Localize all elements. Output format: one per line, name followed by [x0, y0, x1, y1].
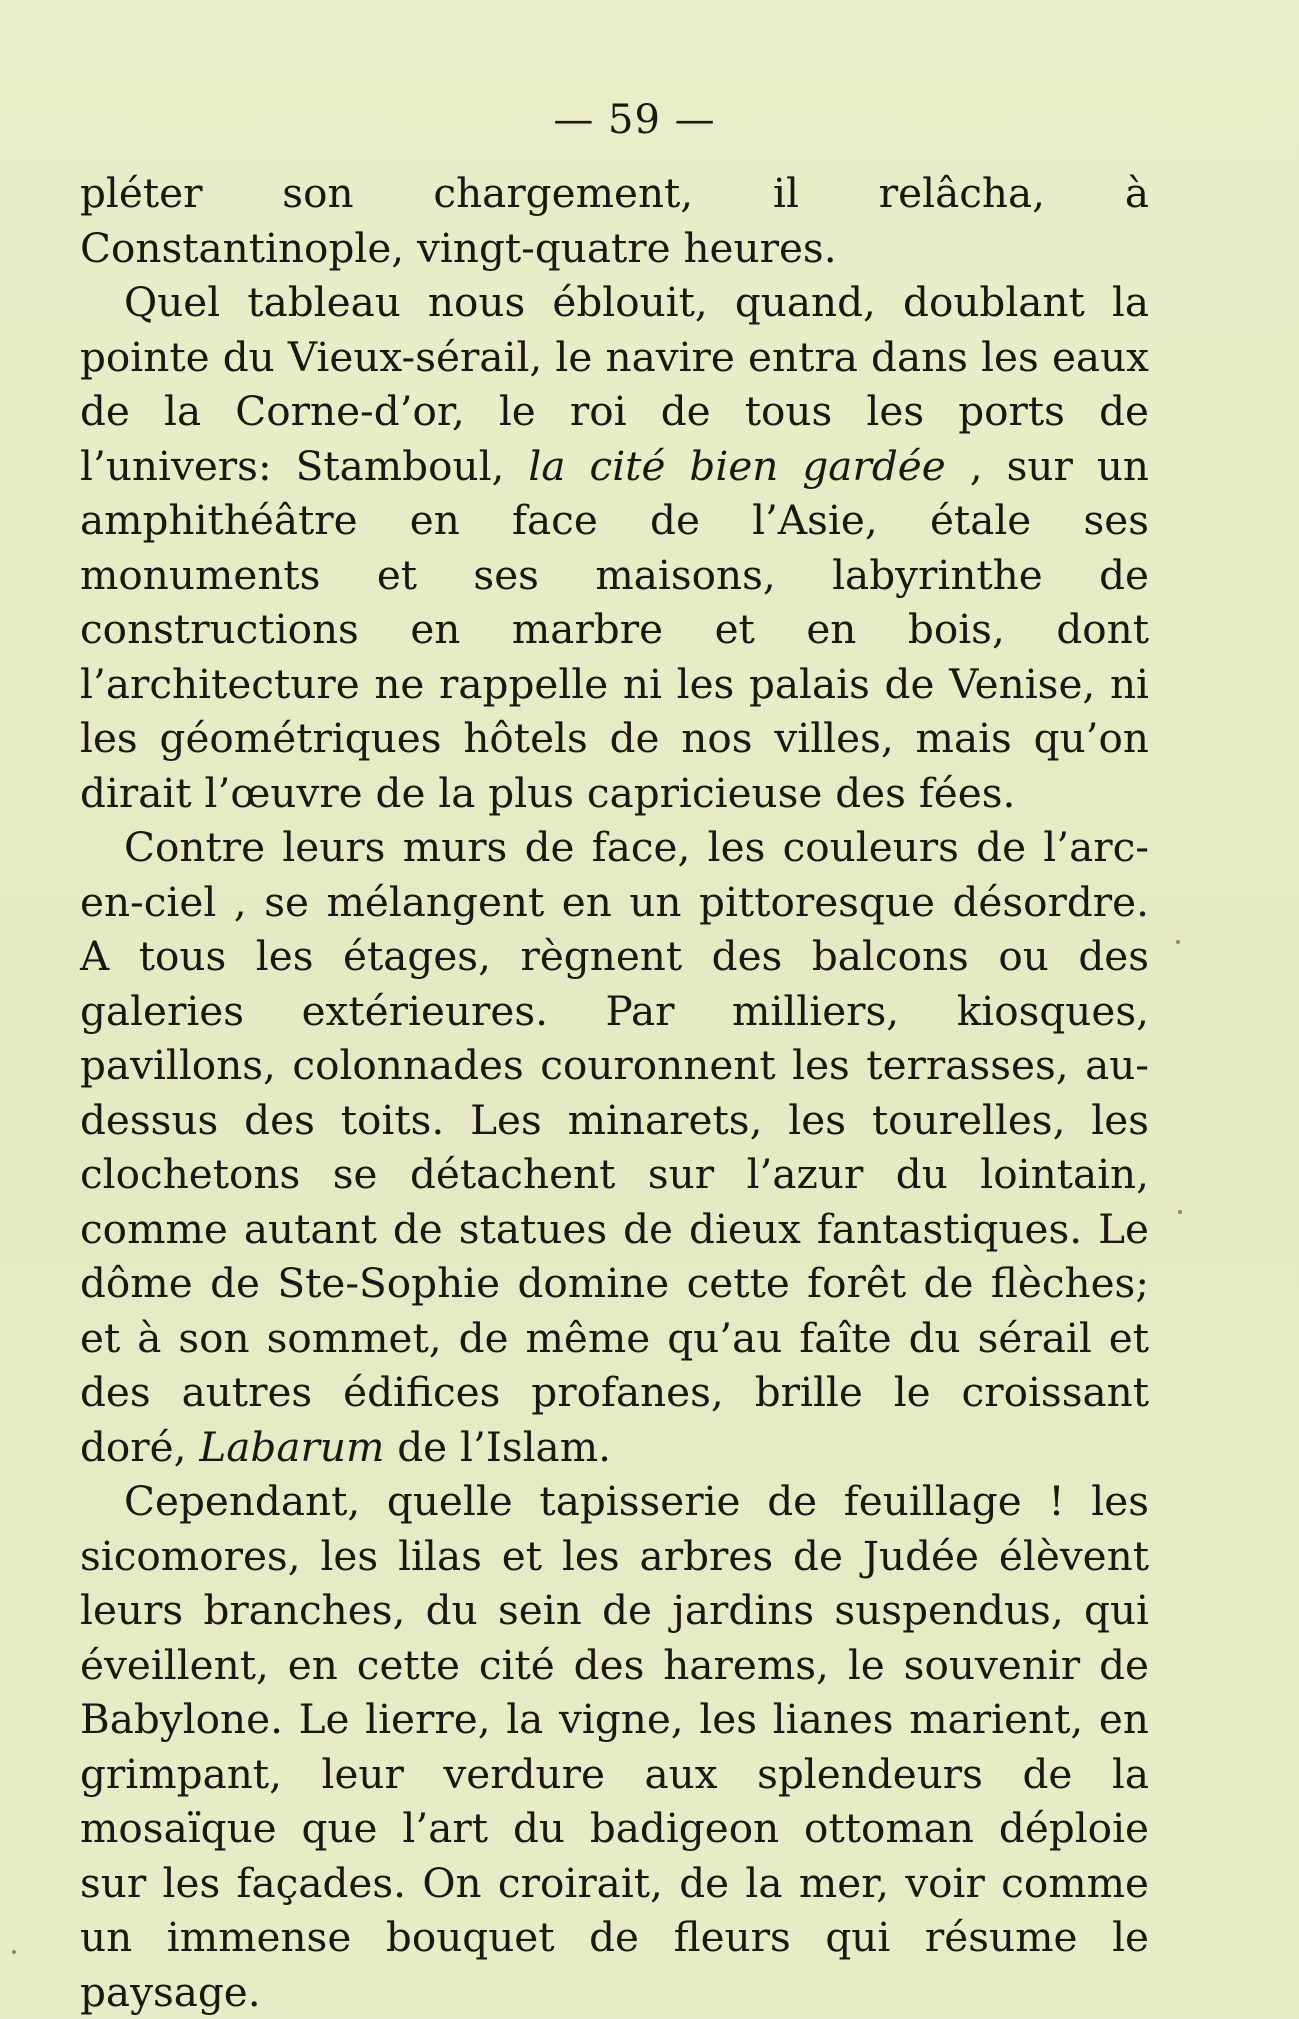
italic-phrase: la cité bien gardée [528, 441, 946, 490]
paragraph-golden-horn [80, 275, 1149, 820]
page-body-text [80, 166, 1149, 2019]
paper-speck [12, 1950, 16, 1954]
paragraph-text: pléter son chargement, il relâcha, à Constantinople, vingt-quatre heures. [80, 169, 1149, 272]
paragraph-text: Contre leurs murs de face, les couleurs de l’arc-en-ciel , se mélangent en un pittoresque désordre. A tous les étages, règnent des balcons ou des galeries extérieures. Par milliers, kiosques, pavillons, colonnades couronnent les terrasses, au-dessus des toits. Les minarets, les tourelles, les clochetons se détachent sur l’azur du lointain, comme autant de statues de dieux fantastiques. Le dôme de Ste-Sophie domine cette forêt de flèches; et à son sommet, de même qu’au faîte du sérail et des autres édifices profanes, brille le croissant doré, [80, 823, 1149, 1471]
page-number: — 59 — [553, 97, 716, 143]
italic-phrase: Labarum [199, 1422, 385, 1471]
paragraph-gardens [80, 1474, 1149, 2019]
paragraph-text: , sur un amphithéâtre en face de l’Asie, étale ses monuments et ses maisons, labyrinthe de constructions en marbre et en bois, dont l’architecture ne rappelle ni les palais de Venise, ni les géométriques hôtels de nos villes, mais qu’on dirait l’œuvre de la plus capricieuse des fées. [80, 441, 1150, 817]
paragraph-text: Quel tableau nous éblouit, quand, doublant la pointe du Vieux-sérail, le navire entra dans les eaux de la Corne-d’or, le roi de tous les ports de l’univers: Stamboul, [80, 278, 1149, 490]
paragraph-continuation [80, 166, 1149, 275]
paper-speck [1176, 940, 1180, 944]
paragraph-text: de l’Islam. [384, 1422, 611, 1471]
paper-speck [1178, 1210, 1182, 1214]
paragraph-facades [80, 820, 1149, 1474]
paragraph-text: Cependant, quelle tapisserie de feuillage ! les sicomores, les lilas et les arbres de Judée élèvent leurs branches, du sein de jardins suspendus, qui éveillent, en cette cité des harems, le souvenir de Babylone. Le lierre, la vigne, les lianes marient, en grimpant, leur verdure aux splendeurs de la mosaïque que l’art du badigeon ottoman déploie sur les façades. On croirait, de la mer, voir comme un immense bouquet de fleurs qui résume le paysage. [80, 1477, 1149, 2016]
